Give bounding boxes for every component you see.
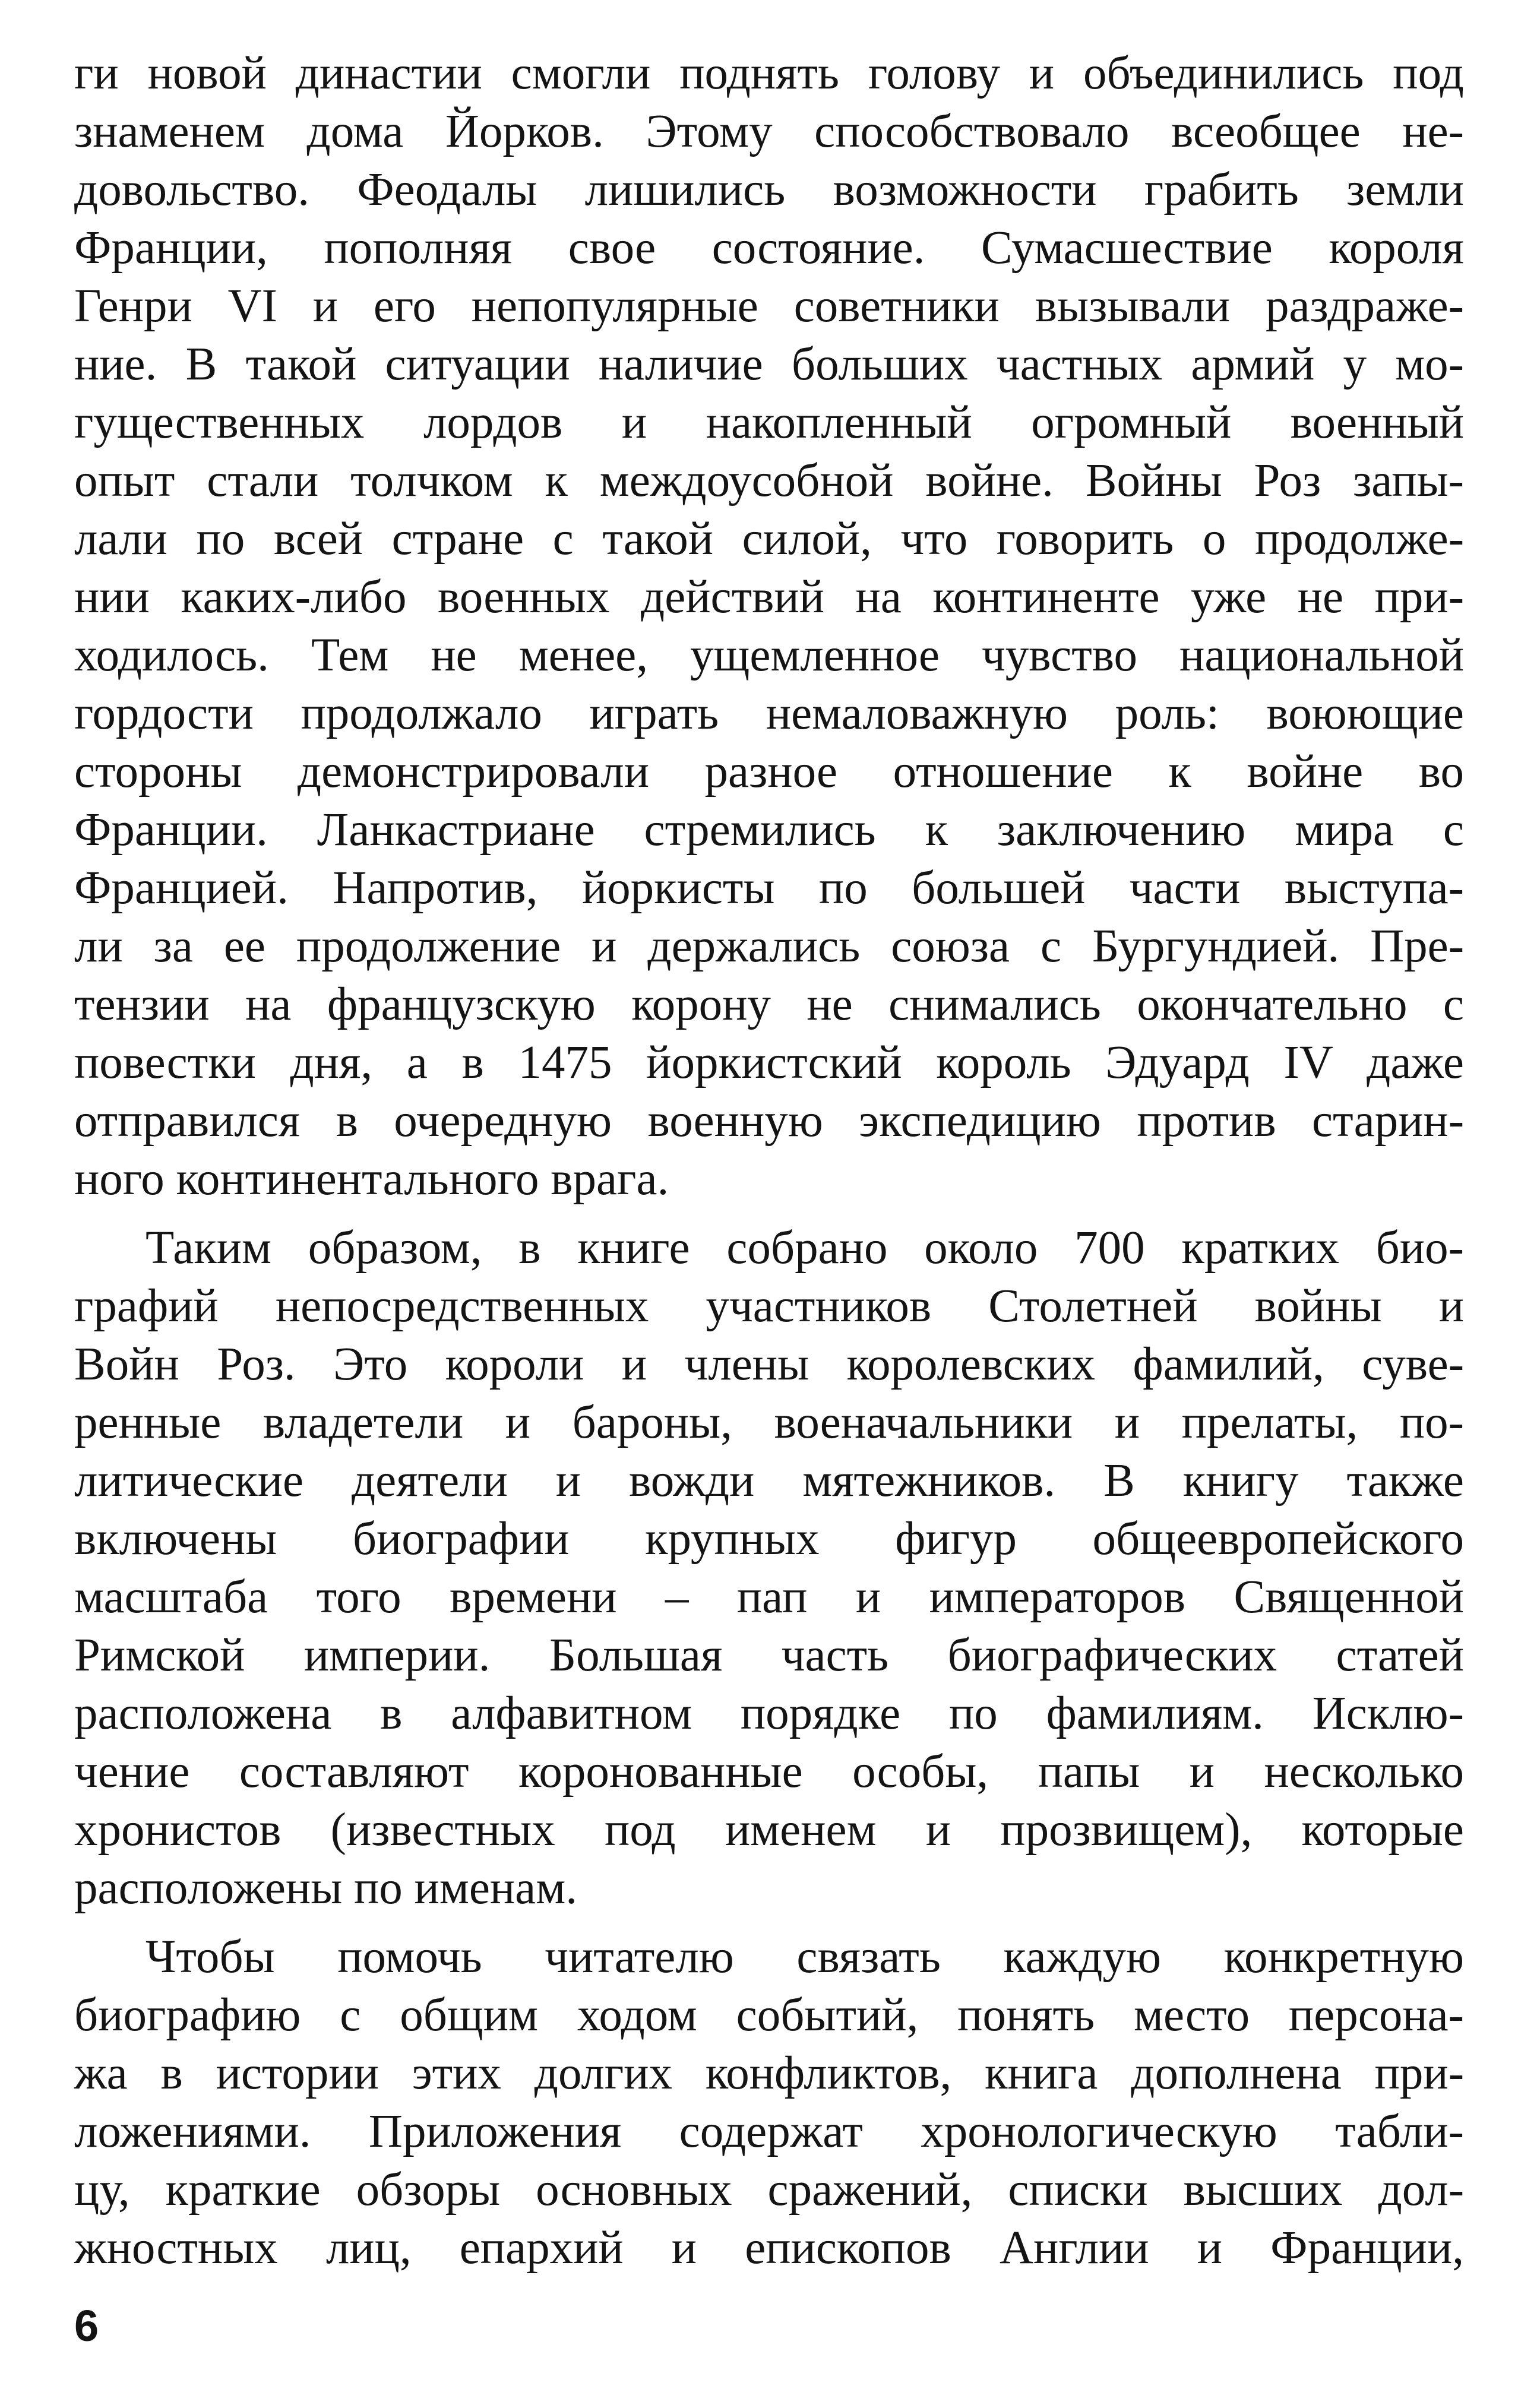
text-line: опыт стали толчком к междоусобной войне. Войны Роз запы- (74, 455, 1464, 507)
paragraph (74, 1928, 1464, 2277)
text-line: ние. В такой ситуации наличие больших частных армий у мо- (74, 338, 1464, 390)
text-line: литические деятели и вожди мятежников. В книгу также (74, 1455, 1464, 1507)
text-line: Франции, пополняя свое состояние. Сумасшествие короля (74, 222, 1464, 274)
text-line: нии каких-либо военных действий на континенте уже не при- (74, 571, 1464, 623)
text-line: Францией. Напротив, йоркисты по большей части выступа- (74, 862, 1464, 914)
text-line: Римской империи. Большая часть биографических статей (74, 1629, 1464, 1681)
text-line: Чтобы помочь читателю связать каждую конкретную (146, 1931, 1464, 1983)
text-line: тензии на французскую корону не снимались окончательно с (74, 979, 1464, 1030)
text-line: биографию с общим ходом событий, понять место персона- (74, 1989, 1464, 2041)
text-line: жностных лиц, епархий и епископов Англии и Франции, (74, 2222, 1464, 2274)
text-line: Генри VI и его непопулярные советники вызывали раздраже- (74, 280, 1464, 332)
paragraph (74, 1219, 1464, 1917)
text-line: довольство. Феодалы лишились возможности грабить земли (74, 164, 1464, 216)
page-body (74, 45, 1464, 2277)
text-line: жа в истории этих долгих конфликтов, книга дополнена при- (74, 2048, 1464, 2099)
page-number: 6 (74, 2301, 99, 2350)
text-line: чение составляют коронованные особы, папы и несколько (74, 1746, 1464, 1798)
text-line: гущественных лордов и накопленный огромный военный (74, 397, 1464, 448)
paragraph (74, 45, 1464, 1208)
text-line: ходилось. Тем не менее, ущемленное чувство национальной (74, 629, 1464, 681)
text-line: Франции. Ланкастриане стремились к заключению мира с (74, 804, 1464, 856)
text-line: стороны демонстрировали разное отношение к войне во (74, 746, 1464, 798)
text-line: расположены по именам. (74, 1862, 577, 1914)
text-line: знаменем дома Йорков. Этому способствовало всеобщее не- (74, 106, 1464, 157)
text-line: Войн Роз. Это короли и члены королевских фамилий, суве- (74, 1339, 1464, 1390)
text-line: графий непосредственных участников Столетней войны и (74, 1280, 1464, 1332)
text-line: включены биографии крупных фигур общеевропейского (74, 1513, 1464, 1565)
text-line: масштаба того времени – пап и императоров Священной (74, 1571, 1464, 1623)
text-line: гордости продолжало играть немаловажную роль: воюющие (74, 688, 1464, 739)
text-line: повестки дня, а в 1475 йоркистский король Эдуард IV даже (74, 1037, 1464, 1088)
text-line: ренные владетели и бароны, военачальники и прелаты, по- (74, 1397, 1464, 1448)
text-line: ли за ее продолжение и держались союза с Бургундией. Пре- (74, 920, 1464, 972)
text-line: лали по всей стране с такой силой, что говорить о продолже- (74, 513, 1464, 565)
text-line: хронистов (известных под именем и прозвищем), которые (74, 1804, 1464, 1856)
text-line: Таким образом, в книге собрано около 700 кратких био- (146, 1222, 1464, 1274)
text-line: цу, краткие обзоры основных сражений, списки высших дол- (74, 2164, 1464, 2216)
text-line: ного континентального врага. (74, 1153, 669, 1205)
text-line: отправился в очередную военную экспедицию против старин- (74, 1095, 1464, 1147)
text-line: ги новой династии смогли поднять голову и объединились под (74, 48, 1464, 99)
text-line: ложениями. Приложения содержат хронологическую табли- (74, 2106, 1464, 2157)
text-line: расположена в алфавитном порядке по фамилиям. Исклю- (74, 1688, 1464, 1739)
